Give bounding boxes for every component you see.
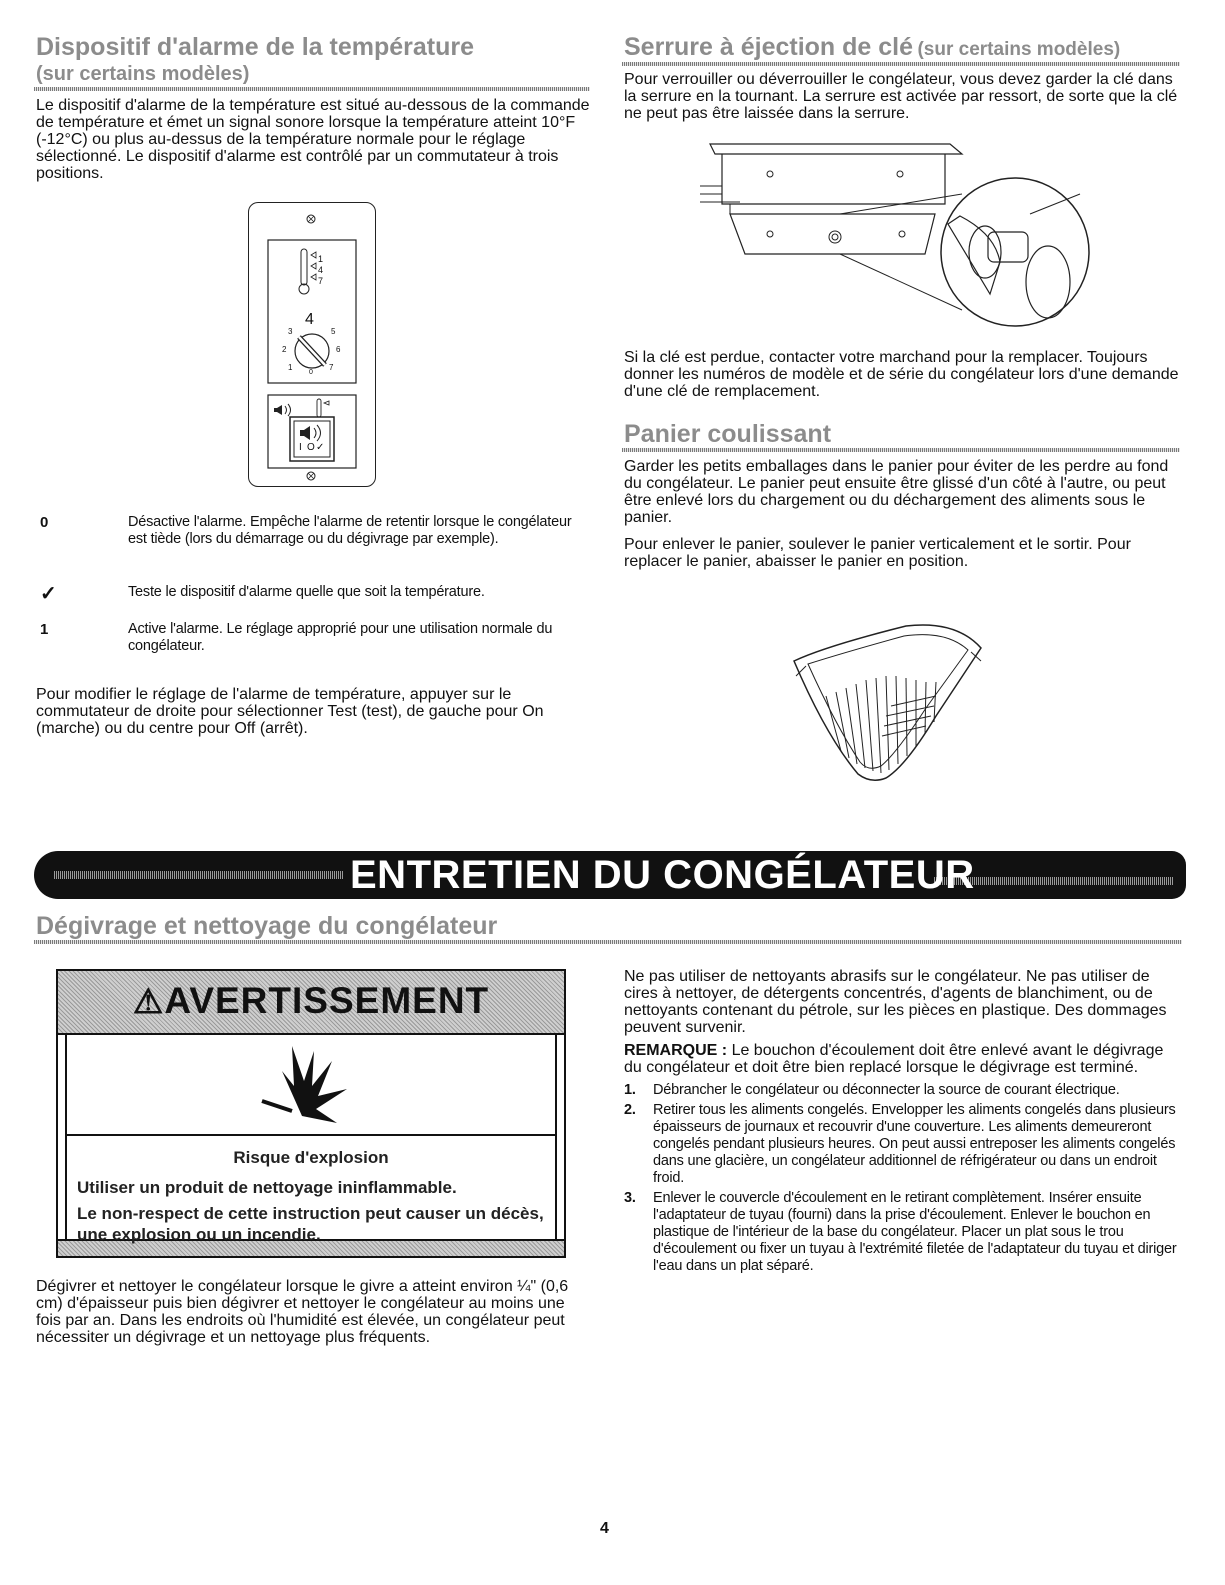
setting-text: Active l'alarme. Le réglage approprié pour une utilisation normale du congélateur. xyxy=(128,621,553,654)
thermo-label-7: 7 xyxy=(318,276,324,286)
dial-number: 0 xyxy=(309,369,313,376)
alarm-subtitle: (sur certains modèles) xyxy=(36,63,250,85)
list-item xyxy=(624,1082,1182,1099)
warning-body xyxy=(65,1035,557,1244)
step-text: Enlever le couvercle d'écoulement en le retirant complètement. Insérer ensuite l'adaptateur de tuyau (fourni) dans la prise d'écoulement. Enlever le bouchon en plastique de l'intérieur de la base du congélateur. Placer un plat sous le trou d'écoulement ou fixer un tuyau à l'extrémité filetée de l'adaptateur du tuyau et diriger l'eau dans un plat séparé. xyxy=(653,1190,1177,1274)
basket-illustration xyxy=(786,616,986,786)
setting-test xyxy=(36,584,596,621)
warning-box xyxy=(56,969,566,1258)
dial-top-number: 4 xyxy=(305,311,314,328)
setting-off xyxy=(36,514,596,574)
lock-text: Pour verrouiller ou déverrouiller le congélateur, vous devez garder la clé dans la serrure en la tournant. La serrure est activée par ressort, de sorte que la clé ne peut pas être laissée dans la serrure. xyxy=(624,71,1178,122)
check-icon: ✓ xyxy=(40,583,57,605)
step-text: Retirer tous les aliments congelés. Envelopper les aliments congelés dans plusieurs épaisseurs de journaux et recouvrir d'une couverture. Les aliments demeureront congelés pendant plusieurs heures. On peut aussi entreposer les aliments congelés dans une glacière, un congélateur additionnel de réfrigérateur ou dans un endroit froid. xyxy=(653,1102,1176,1186)
page-number: 4 xyxy=(600,1520,609,1537)
note-text: Le bouchon d'écoulement doit être enlevé avant le dégivrage du congélateur et doit être bien replacé lorsque le dégivrage est terminé. xyxy=(624,1042,1164,1076)
thermo-label-4: 4 xyxy=(318,265,324,275)
note-label: REMARQUE : xyxy=(624,1042,728,1059)
defrost-left-text: Dégivrer et nettoyer le congélateur lorsque le givre a atteint environ ¼" (0,6 cm) d'épaisseur puis bien dégivrer et nettoyer le congélateur au moins une fois par an. Dans les endroits où l'humidité est élevée, un congélateur peut nécessiter un dégivrage et un nettoyage plus fréquents. xyxy=(36,1278,569,1346)
basket-drawing xyxy=(786,616,986,786)
defrost-right-column xyxy=(624,968,1182,1278)
lock-rule xyxy=(622,62,1180,66)
defrost-rule xyxy=(34,940,1182,944)
alarm-control-panel xyxy=(248,202,376,487)
key-lock-drawing xyxy=(700,134,1100,348)
warning-hazard: Risque d'explosion xyxy=(233,1148,389,1167)
basket-text-2: Pour enlever le panier, soulever le panier verticalement et le sortir. Pour replacer le panier, abaisser le panier en position. xyxy=(624,536,1131,570)
step-text: Débrancher le congélateur ou déconnecter la source de courant électrique. xyxy=(653,1082,1120,1098)
switch-label-test: ✓ xyxy=(316,442,325,453)
warning-line-1: Utiliser un produit de nettoyage ininflammable. xyxy=(77,1178,457,1197)
dial-number: 5 xyxy=(331,327,336,336)
switch-label-off: O xyxy=(307,442,315,453)
dial-number: 6 xyxy=(336,345,341,354)
warning-header xyxy=(58,971,564,1035)
step-number: 1. xyxy=(624,1082,636,1098)
thermo-label-1: 1 xyxy=(318,254,324,264)
section-banner xyxy=(34,851,1186,899)
setting-text: Teste le dispositif d'alarme quelle que soit la température. xyxy=(128,584,485,600)
explosion-icon xyxy=(252,1041,352,1129)
setting-on xyxy=(36,621,596,666)
alarm-settings-list xyxy=(36,514,596,666)
list-item xyxy=(624,1102,1182,1187)
alarm-intro: Le dispositif d'alarme de la température est situé au-dessous de la commande de température et émet un signal sonore lorsque la température atteint 10°F (-12°C) ou plus au-dessus de la température normale pour le réglage sélectionné. Le dispositif d'alarme est contrôlé par un commutateur à trois positions. xyxy=(36,97,590,182)
alarm-rule xyxy=(34,87,590,91)
key-lock-illustration xyxy=(700,134,1100,348)
basket-rule xyxy=(622,448,1180,452)
dial-number: 2 xyxy=(282,345,287,354)
list-item xyxy=(624,1190,1182,1275)
setting-text: Désactive l'alarme. Empêche l'alarme de retentir lorsque le congélateur est tiède (lors du démarrage ou du dégivrage par exemple). xyxy=(128,514,572,547)
lock-title: Serrure à éjection de clé xyxy=(624,33,914,61)
defrost-note xyxy=(624,1042,1182,1076)
alarm-modify-text: Pour modifier le réglage de l'alarme de température, appuyer sur le commutateur de droite pour sélectionner Test (test), de gauche pour On (marche) ou du centre pour Off (arrêt). xyxy=(36,686,544,737)
lock-title-suffix: (sur certains modèles) xyxy=(917,39,1121,60)
banner-stripe-left xyxy=(54,871,344,879)
warning-heading: AVERTISSEMENT xyxy=(164,980,490,1021)
dial-number: 7 xyxy=(329,363,334,372)
step-number: 3. xyxy=(624,1190,636,1206)
warning-separator xyxy=(67,1134,555,1136)
banner-title: ENTRETIEN DU CONGÉLATEUR xyxy=(350,853,975,897)
lock-lost-text: Si la clé est perdue, contacter votre marchand pour la remplacer. Toujours donner les numéros de modèle et de série du congélateur lors d'une demande d'une clé de remplacement. xyxy=(624,349,1179,400)
basket-text-1: Garder les petits emballages dans le panier pour éviter de les perdre au fond du congélateur. Le panier peut ensuite être glissé d'un côté à l'autre, ou peut être enlevé lors du chargement ou du déchargement des aliments sous le panier. xyxy=(624,458,1169,526)
setting-symbol: 1 xyxy=(40,621,49,638)
defrost-steps xyxy=(624,1082,1182,1275)
basket-title: Panier coulissant xyxy=(624,420,832,448)
switch-label-on: I xyxy=(299,442,302,453)
defrost-title: Dégivrage et nettoyage du congélateur xyxy=(36,912,498,940)
warning-triangle-icon: ⚠ xyxy=(132,983,165,1021)
defrost-right-text: Ne pas utiliser de nettoyants abrasifs sur le congélateur. Ne pas utiliser de cires à nettoyer, de détergents concentrés, d'agents de blanchiment, ou de nettoyants contenant du pétrole, sur les pièces en plastique. Des dommages peuvent survenir. xyxy=(624,968,1167,1036)
step-number: 2. xyxy=(624,1102,636,1118)
warning-line-2: Le non-respect de cette instruction peut causer un décès, une explosion ou un incendie. xyxy=(77,1204,544,1244)
dial-number: 1 xyxy=(288,363,293,372)
dial-number: 3 xyxy=(288,327,293,336)
lock-title-row xyxy=(624,33,1120,62)
alarm-title: Dispositif d'alarme de la température xyxy=(36,33,475,61)
setting-symbol: 0 xyxy=(40,514,49,531)
